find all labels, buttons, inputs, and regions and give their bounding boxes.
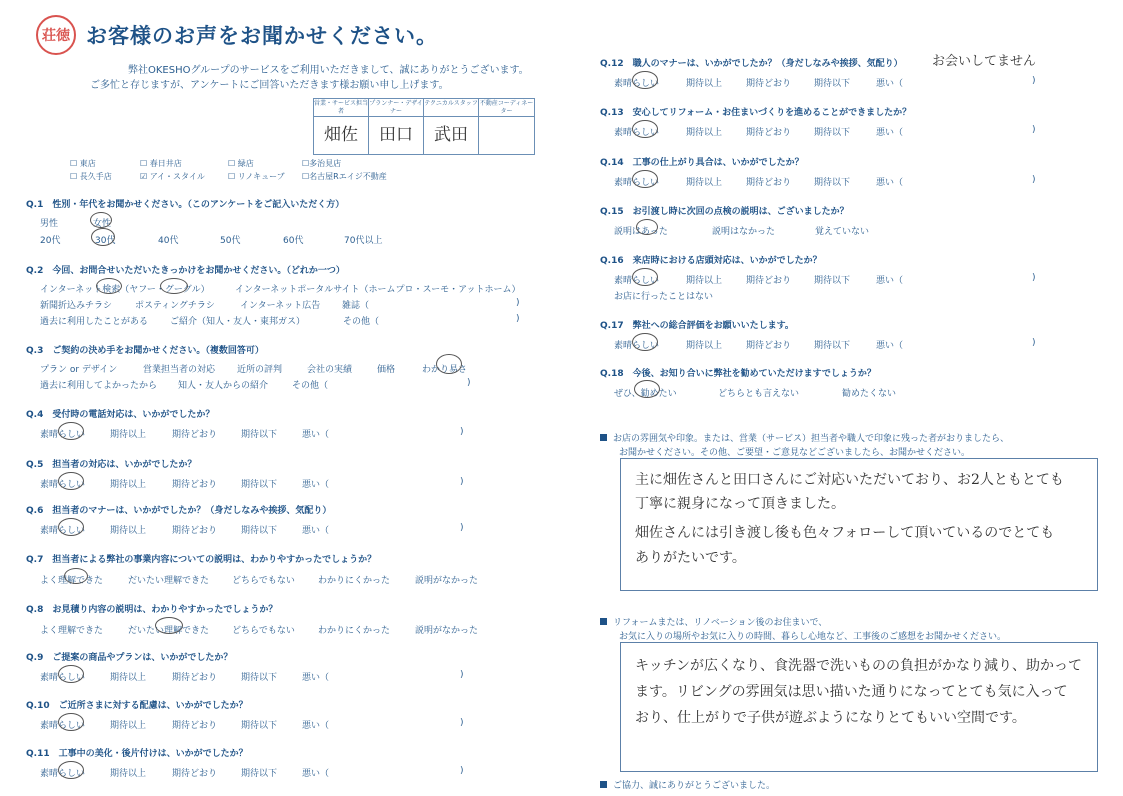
staff-value-sales[interactable]: 畑佐 — [314, 117, 369, 154]
comment2-line-1: キッチンが広くなり、食洗器で洗いものの負担がかなり減り、助かって — [635, 658, 1083, 674]
q4-rating-6: ) — [460, 427, 464, 437]
comment1-line-1: 主に畑佐さんと田口さんにご対応いただいており、お2人ともとても — [635, 472, 1064, 488]
q7-circle — [64, 568, 88, 584]
comment2-line-2: ます。リビングの雰囲気は思い描いた通りになってとても気に入って — [635, 684, 1068, 700]
q3-clarity[interactable]: わかり易さ — [422, 365, 468, 375]
thanks-note: ご協力、誠にありがとうございました。 — [600, 778, 775, 791]
q2-other-close: ) — [516, 314, 520, 324]
q3-track-record[interactable]: 会社の実績 — [307, 365, 353, 375]
q17-rating-5[interactable]: 悪い（ — [876, 341, 904, 351]
q6-rating-1[interactable]: 素晴らしい — [40, 526, 86, 536]
q16-rating-3[interactable]: 期待どおり — [746, 276, 792, 286]
comment1-line-3: 畑佐さんには引き渡し後も色々フォローして頂いているのでとても — [635, 525, 1055, 541]
q5-rating-2[interactable]: 期待以上 — [110, 480, 147, 490]
q2-portal-site[interactable]: インターネットポータルサイト（ホームプロ・スーモ・アットホーム） — [235, 285, 521, 295]
q10-rating-4[interactable]: 期待以下 — [241, 721, 278, 731]
q2-referral[interactable]: ご紹介（知人・友人・東邦ガス） — [170, 317, 306, 327]
q14-rating-4[interactable]: 期待以下 — [814, 178, 851, 188]
store-nagoya-r-age[interactable]: ☐名古屋Rエイジ不動産 — [302, 172, 387, 181]
q2-magazine-close: ) — [516, 298, 520, 308]
intro-line-1: 弊社OKESHOグループのサービスをご利用いただきまして、誠にありがとうございます。 — [128, 65, 529, 76]
q13-circle — [632, 120, 658, 138]
q11-circle — [58, 761, 84, 779]
q3-acquaintance[interactable]: 知人・友人からの紹介 — [178, 381, 269, 391]
comment2-label-1: リフォームまたは、リノベーション後のお住まいで、 — [600, 615, 827, 628]
q3-past-good[interactable]: 過去に利用してよかったから — [40, 381, 158, 391]
q8-opt-4[interactable]: わかりにくかった — [318, 626, 391, 636]
q6-title: Q.6 担当者のマナーは、いかがでしたか？（身だしなみや挨拶、気配り） — [26, 503, 331, 516]
q13-rating-3[interactable]: 期待どおり — [746, 128, 792, 138]
q13-rating-6: ) — [1032, 125, 1036, 135]
q6-rating-2[interactable]: 期待以上 — [110, 526, 147, 536]
staff-header-sales: 営業・サービス担当者 — [314, 100, 369, 115]
q14-rating-1[interactable]: 素晴らしい — [614, 178, 660, 188]
q15-circle — [636, 219, 658, 235]
q12-rating-6: ) — [1032, 76, 1036, 86]
q9-circle — [58, 665, 84, 683]
q18-circle — [634, 380, 660, 398]
staff-header-planner: プランナー・デザイナー — [369, 100, 423, 115]
q8-opt-5[interactable]: 説明がなかった — [415, 626, 479, 636]
q9-rating-5[interactable]: 悪い（ — [302, 673, 330, 683]
comment1-label-1: お店の雰囲気や印象。または、営業（サービス）担当者や職人で印象に残った者がおりましたら、 — [600, 431, 1009, 444]
q18-title: Q.18 今後、お知り合いに弊社を勧めていただけますでしょうか？ — [600, 366, 876, 379]
q17-rating-2[interactable]: 期待以上 — [686, 341, 723, 351]
q12-title: Q.12 職人のマナーは、いかがでしたか？（身だしなみや挨拶、気配り） — [600, 56, 903, 69]
comment2-box[interactable] — [620, 642, 1098, 772]
q17-circle — [632, 333, 658, 351]
q16-rating-4[interactable]: 期待以下 — [814, 276, 851, 286]
q4-rating-4[interactable]: 期待以下 — [241, 430, 278, 440]
q14-rating-2[interactable]: 期待以上 — [686, 178, 723, 188]
store-midori[interactable]: ☐ 緑店 — [228, 159, 254, 168]
q15-opt-2[interactable]: 説明はなかった — [712, 227, 776, 237]
q2-other[interactable]: その他（ — [343, 317, 380, 327]
q9-rating-4[interactable]: 期待以下 — [241, 673, 278, 683]
q7-opt-1[interactable]: よく理解できた — [40, 576, 104, 586]
q9-title: Q.9 ご提案の商品やプランは、いかがでしたか？ — [26, 650, 232, 663]
q16-never-visited[interactable]: お店に行ったことはない — [614, 292, 714, 302]
q4-circle — [58, 422, 84, 440]
q5-rating-1[interactable]: 素晴らしい — [40, 480, 86, 490]
intro-line-2: ご多忙と存じますが、アンケートにご回答いただきます様お願い申し上げます。 — [90, 80, 449, 91]
q3-other-close: ) — [467, 378, 471, 388]
q8-opt-2[interactable]: だいたい理解できた — [128, 626, 210, 636]
q3-price[interactable]: 価格 — [377, 365, 396, 375]
q9-rating-3[interactable]: 期待どおり — [172, 673, 218, 683]
q3-other[interactable]: その他（ — [292, 381, 329, 391]
q18-opt-2[interactable]: どちらとも言えない — [718, 389, 800, 399]
q12-rating-2[interactable]: 期待以上 — [686, 79, 723, 89]
q6-rating-4[interactable]: 期待以下 — [241, 526, 278, 536]
q8-opt-1[interactable]: よく理解できた — [40, 626, 104, 636]
q16-title: Q.16 来店時における店頭対応は、いかがでしたか？ — [600, 253, 822, 266]
staff-value-realestate[interactable] — [479, 117, 534, 154]
q3-circle — [436, 354, 462, 374]
q10-rating-1[interactable]: 素晴らしい — [40, 721, 86, 731]
q2-newspaper[interactable]: 新聞折込みチラシ — [40, 301, 113, 311]
q3-sales-response[interactable]: 営業担当者の対応 — [143, 365, 216, 375]
q11-title: Q.11 工事中の美化・後片付けは、いかがでしたか？ — [26, 746, 248, 759]
q10-rating-3[interactable]: 期待どおり — [172, 721, 218, 731]
q15-opt-3[interactable]: 覚えていない — [815, 227, 870, 237]
page-title: お客様のお声をお聞かせください。 — [86, 24, 438, 48]
q2-circle-google — [160, 278, 188, 294]
q5-rating-3[interactable]: 期待どおり — [172, 480, 218, 490]
q16-rating-1[interactable]: 素晴らしい — [614, 276, 660, 286]
q3-plan-design[interactable]: プラン or デザイン — [40, 365, 118, 375]
q13-title: Q.13 安心してリフォーム・お住まいづくりを進めることができましたか？ — [600, 105, 911, 118]
q12-rating-3[interactable]: 期待どおり — [746, 79, 792, 89]
store-kasugai[interactable]: ☐ 春日井店 — [140, 159, 182, 168]
q4-rating-2[interactable]: 期待以上 — [110, 430, 147, 440]
q8-circle — [155, 617, 183, 634]
staff-value-technical[interactable]: 武田 — [424, 117, 479, 154]
q4-rating-1[interactable]: 素晴らしい — [40, 430, 86, 440]
q11-rating-6: ) — [460, 766, 464, 776]
q2-web-ad[interactable]: インターネット広告 — [240, 301, 321, 311]
q6-circle — [58, 518, 84, 536]
q5-rating-5[interactable]: 悪い（ — [302, 480, 330, 490]
q12-handwritten[interactable]: お会いしてません — [932, 54, 1037, 69]
staff-header-technical: テクニカルスタッフ — [424, 99, 479, 117]
q1-age-70s[interactable]: 70代以上 — [344, 236, 383, 246]
staff-table — [313, 98, 535, 155]
q14-rating-5[interactable]: 悪い（ — [876, 178, 904, 188]
q5-circle — [58, 472, 84, 490]
q11-rating-1[interactable]: 素晴らしい — [40, 769, 86, 779]
q10-title: Q.10 ご近所さまに対する配慮は、いかがでしたか？ — [26, 698, 248, 711]
q16-rating-2[interactable]: 期待以上 — [686, 276, 723, 286]
q17-rating-4[interactable]: 期待以下 — [814, 341, 851, 351]
q1-age-40s[interactable]: 40代 — [158, 236, 179, 246]
q1-age-circle — [91, 228, 115, 246]
q16-rating-6: ) — [1032, 273, 1036, 283]
comment2-line-3: おり、仕上がりで子供が遊ぶようになりとてもいい空間です。 — [635, 710, 1026, 726]
q6-rating-6: ) — [460, 523, 464, 533]
q5-title: Q.5 担当者の対応は、いかがでしたか？ — [26, 457, 196, 470]
q1-title: Q.1 性別・年代をお聞かせください。（このアンケートをご記入いただく方） — [26, 197, 344, 210]
q1-gender-circle — [90, 212, 112, 228]
q10-rating-5[interactable]: 悪い（ — [302, 721, 330, 731]
q7-title: Q.7 担当者による弊社の事業内容についての説明は、わかりやすかったでしょうか？ — [26, 552, 376, 565]
q10-circle — [58, 713, 84, 731]
q13-rating-2[interactable]: 期待以上 — [686, 128, 723, 138]
q9-rating-1[interactable]: 素晴らしい — [40, 673, 86, 683]
q7-opt-4[interactable]: わかりにくかった — [318, 576, 391, 586]
staff-header-realestate: 不動産コーディネーター — [479, 100, 534, 115]
q14-rating-3[interactable]: 期待どおり — [746, 178, 792, 188]
q17-rating-1[interactable]: 素晴らしい — [614, 341, 660, 351]
q1-age-60s[interactable]: 60代 — [283, 236, 304, 246]
q14-rating-6: ) — [1032, 175, 1036, 185]
q15-opt-1[interactable]: 説明はあった — [614, 227, 668, 237]
comment1-line-4: ありがたいです。 — [635, 550, 746, 566]
q6-rating-5[interactable]: 悪い（ — [302, 526, 330, 536]
q1-gender-female[interactable]: 女性 — [93, 219, 112, 229]
store-nagakute[interactable]: ☐ 長久手店 — [70, 172, 112, 181]
store-istyle[interactable]: ☑ アイ・スタイル — [140, 172, 205, 181]
q11-rating-4[interactable]: 期待以下 — [241, 769, 278, 779]
q18-opt-3[interactable]: 勧めたくない — [842, 389, 897, 399]
q13-rating-4[interactable]: 期待以下 — [814, 128, 851, 138]
staff-value-planner[interactable]: 田口 — [369, 117, 424, 154]
q11-rating-2[interactable]: 期待以上 — [110, 769, 147, 779]
comment1-box[interactable] — [620, 458, 1098, 591]
q18-opt-1[interactable]: ぜひ、勧めたい — [614, 389, 677, 399]
q4-rating-5[interactable]: 悪い（ — [302, 430, 330, 440]
q2-circle — [96, 278, 122, 294]
q12-rating-5[interactable]: 悪い（ — [876, 79, 904, 89]
q1-age-30s[interactable]: 30代 — [95, 236, 116, 246]
q3-reputation[interactable]: 近所の評判 — [237, 365, 283, 375]
q9-rating-2[interactable]: 期待以上 — [110, 673, 147, 683]
q17-title: Q.17 弊社への総合評価をお願いいたします。 — [600, 318, 794, 331]
company-seal: 荘徳 — [36, 15, 76, 55]
q16-circle — [632, 268, 658, 286]
q11-rating-3[interactable]: 期待どおり — [172, 769, 218, 779]
q4-rating-3[interactable]: 期待どおり — [172, 430, 218, 440]
q2-posting[interactable]: ポスティングチラシ — [135, 301, 215, 311]
q2-internet-search[interactable]: インターネット検索（ヤフー・グーグル） — [40, 285, 210, 295]
q12-circle — [632, 71, 658, 89]
q8-opt-3[interactable]: どちらでもない — [232, 626, 295, 636]
store-east[interactable]: ☐ 東店 — [70, 159, 96, 168]
q12-rating-1[interactable]: 素晴らしい — [614, 79, 660, 89]
q7-opt-5[interactable]: 説明がなかった — [415, 576, 479, 586]
q1-age-20s[interactable]: 20代 — [40, 236, 61, 246]
q13-rating-1[interactable]: 素晴らしい — [614, 128, 660, 138]
store-tajimi[interactable]: ☐多治見店 — [302, 159, 342, 168]
q2-title: Q.2 今回、お問合せいただいたきっかけをお聞かせください。（どれか一つ） — [26, 263, 345, 276]
q14-circle — [632, 170, 658, 188]
q17-rating-6: ) — [1032, 338, 1036, 348]
q9-rating-6: ) — [460, 670, 464, 680]
q2-past-use[interactable]: 過去に利用したことがある — [40, 317, 149, 327]
q5-rating-4[interactable]: 期待以下 — [241, 480, 278, 490]
store-renocube[interactable]: ☐ リノキューブ — [228, 172, 285, 181]
comment2-label-2: お気に入りの場所やお気に入りの時間、暮らし心地など、工事後のご感想をお聞かせください。 — [619, 632, 1007, 642]
comment1-line-2: 丁寧に親身になって頂きました。 — [635, 496, 845, 512]
q4-title: Q.4 受付時の電話対応は、いかがでしたか？ — [26, 407, 214, 420]
comment1-label-2: お聞かせください。その他、ご要望・ご意見などございましたら、お聞かせください。 — [619, 448, 971, 458]
q5-rating-6: ) — [460, 477, 464, 487]
q1-gender-male[interactable]: 男性 — [40, 219, 59, 229]
q13-rating-5[interactable]: 悪い（ — [876, 128, 904, 138]
q8-title: Q.8 お見積り内容の説明は、わかりやすかったでしょうか？ — [26, 602, 277, 615]
q15-title: Q.15 お引渡し時に次回の点検の説明は、ございましたか？ — [600, 204, 849, 217]
q1-age-50s[interactable]: 50代 — [220, 236, 241, 246]
q17-rating-3[interactable]: 期待どおり — [746, 341, 792, 351]
q10-rating-6: ) — [460, 718, 464, 728]
q2-magazine[interactable]: 雑誌（ — [342, 301, 370, 311]
q7-opt-3[interactable]: どちらでもない — [232, 576, 295, 586]
q12-rating-4[interactable]: 期待以下 — [814, 79, 851, 89]
q16-rating-5[interactable]: 悪い（ — [876, 276, 904, 286]
q14-title: Q.14 工事の仕上がり具合は、いかがでしたか？ — [600, 155, 804, 168]
q11-rating-5[interactable]: 悪い（ — [302, 769, 330, 779]
q10-rating-2[interactable]: 期待以上 — [110, 721, 147, 731]
q6-rating-3[interactable]: 期待どおり — [172, 526, 218, 536]
q3-title: Q.3 ご契約の決め手をお聞かせください。（複数回答可） — [26, 343, 264, 356]
q7-opt-2[interactable]: だいたい理解できた — [128, 576, 210, 586]
